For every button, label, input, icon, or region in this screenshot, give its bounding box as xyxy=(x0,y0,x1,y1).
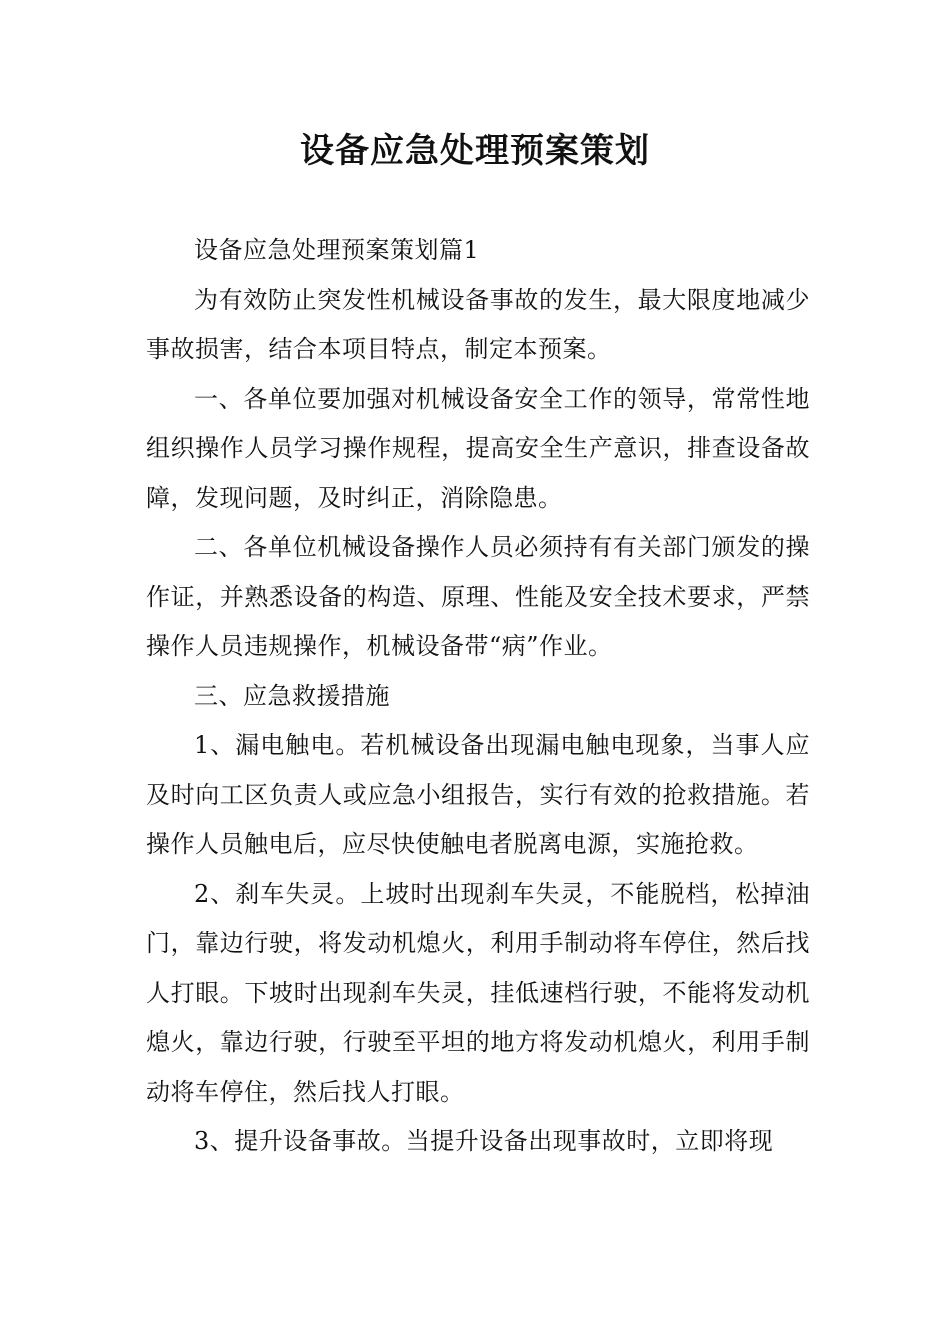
paragraph-purpose: 为有效防止突发性机械设备事故的发生，最大限度地减少事故损害，结合本项目特点，制定本预案。 xyxy=(146,285,810,363)
paragraph-measure-2: 2、刹车失灵。上坡时出现刹车失灵，不能脱档，松掉油门，靠边行驶，将发动机熄火，利用手制动将车停住，然后找人打眼。下坡时出现刹车失灵，挂低速档行驶，不能将发动机熄火，靠边行驶，行驶至平坦的地方将发动机熄火，利用手制动将车停住，然后找人打眼。 xyxy=(146,879,810,1106)
paragraph-item-1: 一、各单位要加强对机械设备安全工作的领导，常常性地组织操作人员学习操作规程，提高安全生产意识，排查设备故障，发现问题，及时纠正，消除隐患。 xyxy=(146,384,810,512)
document-body xyxy=(146,226,810,1167)
paragraph-measure-3: 3、提升设备事故。当提升设备出现事故时，立即将现 xyxy=(194,1127,774,1155)
paragraph-item-3-heading: 三、应急救援措施 xyxy=(194,681,390,710)
document-title: 设备应急处理预案策划 xyxy=(300,131,650,171)
section-heading: 设备应急处理预案策划篇1 xyxy=(194,236,480,264)
paragraph-measure-1: 1、漏电触电。若机械设备出现漏电触电现象，当事人应及时向工区负责人或应急小组报告，实行有效的抢救措施。若操作人员触电后，应尽快使触电者脱离电源，实施抢救。 xyxy=(146,731,810,858)
paragraph-item-2: 二、各单位机械设备操作人员必须持有有关部门颁发的操作证，并熟悉设备的构造、原理、性能及安全技术要求，严禁操作人员违规操作，机械设备带“病”作业。 xyxy=(146,533,810,660)
